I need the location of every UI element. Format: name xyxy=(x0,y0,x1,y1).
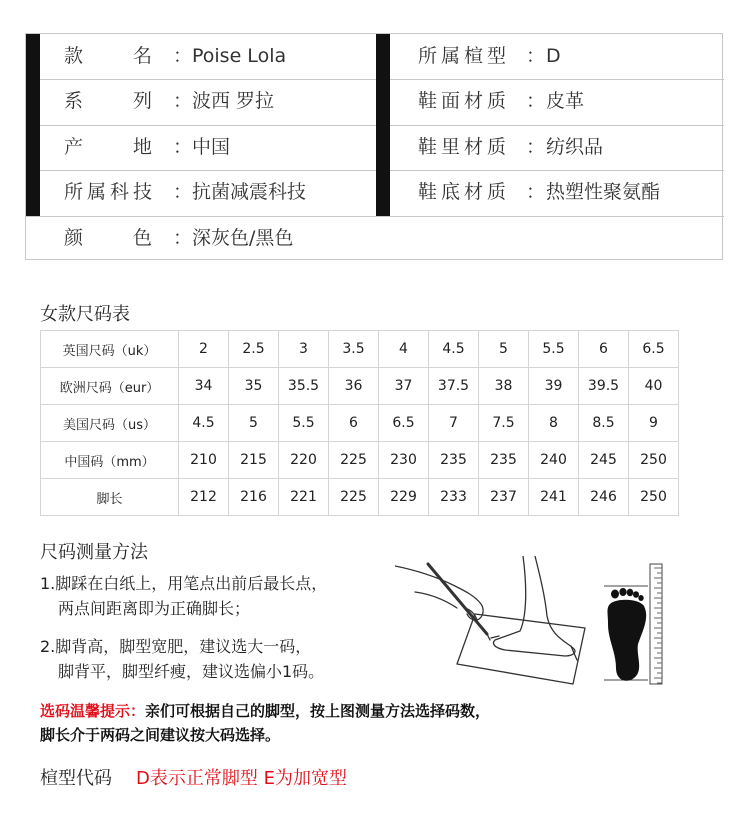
size-cell: 34 xyxy=(179,368,229,405)
colon: ： xyxy=(173,227,193,249)
info-row xyxy=(26,216,722,261)
size-cell: 6.5 xyxy=(629,331,679,368)
size-cell: 225 xyxy=(329,479,379,516)
size-cell: 8.5 xyxy=(579,405,629,442)
info-row xyxy=(26,79,722,124)
table-row xyxy=(41,405,679,442)
info-value: Poise Lola xyxy=(192,45,287,67)
size-cell: 250 xyxy=(629,442,679,479)
size-cell: 241 xyxy=(529,479,579,516)
method-step1-line1: 1.脚踩在白纸上，用笔点出前后最长点， xyxy=(40,574,328,593)
size-cell: 245 xyxy=(579,442,629,479)
info-row xyxy=(26,34,722,79)
info-label: 所属楦型 xyxy=(418,45,511,67)
row-label: 美国尺码（us） xyxy=(41,405,179,442)
info-label: 系 列 xyxy=(64,90,152,112)
size-cell: 39.5 xyxy=(579,368,629,405)
colon: ： xyxy=(173,45,193,67)
size-cell: 7.5 xyxy=(479,405,529,442)
size-cell: 39 xyxy=(529,368,579,405)
size-cell: 235 xyxy=(479,442,529,479)
size-cell: 35 xyxy=(229,368,279,405)
info-value: 波西 罗拉 xyxy=(192,90,275,112)
table-row xyxy=(41,479,679,516)
colon: ： xyxy=(173,90,193,112)
method-step2-line2: 脚背平，脚型纤瘦，建议选偏小1码。 xyxy=(58,662,325,681)
info-label: 颜 色 xyxy=(64,227,152,249)
size-cell: 225 xyxy=(329,442,379,479)
row-label: 脚长 xyxy=(41,479,179,516)
size-tip-line2: 脚长介于两码之间建议按大码选择。 xyxy=(40,726,281,744)
size-cell: 3 xyxy=(279,331,329,368)
info-value: 抗菌减震科技 xyxy=(192,181,307,203)
table-row xyxy=(41,442,679,479)
size-cell: 230 xyxy=(379,442,429,479)
size-cell: 5 xyxy=(479,331,529,368)
info-label: 鞋面材质 xyxy=(418,90,511,112)
colon: ： xyxy=(526,181,546,203)
last-code-value: D表示正常脚型 E为加宽型 xyxy=(136,768,347,789)
info-row xyxy=(26,170,722,215)
size-cell: 4.5 xyxy=(429,331,479,368)
table-row xyxy=(41,331,679,368)
info-value: D xyxy=(546,45,561,67)
size-cell: 250 xyxy=(629,479,679,516)
size-cell: 36 xyxy=(329,368,379,405)
footprint xyxy=(608,588,647,681)
product-info-box xyxy=(25,33,723,260)
size-cell: 216 xyxy=(229,479,279,516)
size-cell: 5 xyxy=(229,405,279,442)
size-table-title: 女款尺码表 xyxy=(40,304,130,325)
method-title: 尺码测量方法 xyxy=(40,542,148,563)
info-label: 鞋里材质 xyxy=(418,136,511,158)
info-label: 鞋底材质 xyxy=(418,181,511,203)
foot-measure-illustration xyxy=(395,556,595,686)
info-value: 深灰色/黑色 xyxy=(192,227,294,249)
size-cell: 229 xyxy=(379,479,429,516)
size-cell: 7 xyxy=(429,405,479,442)
size-cell: 38 xyxy=(479,368,529,405)
ruler xyxy=(650,564,662,684)
method-step1-line2: 两点间距离即为正确脚长； xyxy=(58,599,251,618)
row-label: 欧洲尺码（eur） xyxy=(41,368,179,405)
size-cell: 4.5 xyxy=(179,405,229,442)
size-cell: 5.5 xyxy=(529,331,579,368)
last-code-line xyxy=(40,764,347,790)
info-value: 中国 xyxy=(192,136,231,158)
size-cell: 246 xyxy=(579,479,629,516)
size-cell: 6 xyxy=(329,405,379,442)
size-cell: 235 xyxy=(429,442,479,479)
info-label: 产 地 xyxy=(64,136,152,158)
size-cell: 210 xyxy=(179,442,229,479)
colon: ： xyxy=(173,136,193,158)
colon: ： xyxy=(526,90,546,112)
table-row xyxy=(41,368,679,405)
row-label: 英国尺码（uk） xyxy=(41,331,179,368)
size-cell: 2 xyxy=(179,331,229,368)
size-cell: 35.5 xyxy=(279,368,329,405)
colon: ： xyxy=(526,136,546,158)
tip-prefix: 选码温馨提示： xyxy=(40,702,146,720)
size-cell: 6.5 xyxy=(379,405,429,442)
size-cell: 4 xyxy=(379,331,429,368)
paper-sheet xyxy=(457,614,585,684)
size-cell: 215 xyxy=(229,442,279,479)
info-value: 皮革 xyxy=(546,90,585,112)
size-cell: 37.5 xyxy=(429,368,479,405)
size-cell: 6 xyxy=(579,331,629,368)
size-cell: 220 xyxy=(279,442,329,479)
tip-text-1: 亲们可根据自己的脚型，按上图测量方法选择码数， xyxy=(145,702,491,720)
size-cell: 237 xyxy=(479,479,529,516)
size-cell: 9 xyxy=(629,405,679,442)
size-cell: 37 xyxy=(379,368,429,405)
colon: ： xyxy=(173,181,193,203)
size-cell: 5.5 xyxy=(279,405,329,442)
footprint-ruler-illustration xyxy=(598,560,668,688)
info-label: 所属科技 xyxy=(64,181,157,203)
size-cell: 240 xyxy=(529,442,579,479)
size-cell: 221 xyxy=(279,479,329,516)
colon: ： xyxy=(526,45,546,67)
info-value: 热塑性聚氨酯 xyxy=(546,181,661,203)
size-cell: 212 xyxy=(179,479,229,516)
size-cell: 233 xyxy=(429,479,479,516)
last-code-label: 楦型代码 xyxy=(40,768,112,789)
size-table xyxy=(40,330,679,516)
size-cell: 8 xyxy=(529,405,579,442)
size-cell: 2.5 xyxy=(229,331,279,368)
size-cell: 3.5 xyxy=(329,331,379,368)
row-label: 中国码（mm） xyxy=(41,442,179,479)
size-tip-line1 xyxy=(40,700,490,721)
method-step2-line1: 2.脚背高，脚型宽肥，建议选大一码， xyxy=(40,637,312,656)
info-label: 款 名 xyxy=(64,45,152,67)
info-row xyxy=(26,125,722,170)
info-value: 纺织品 xyxy=(546,136,604,158)
size-cell: 40 xyxy=(629,368,679,405)
